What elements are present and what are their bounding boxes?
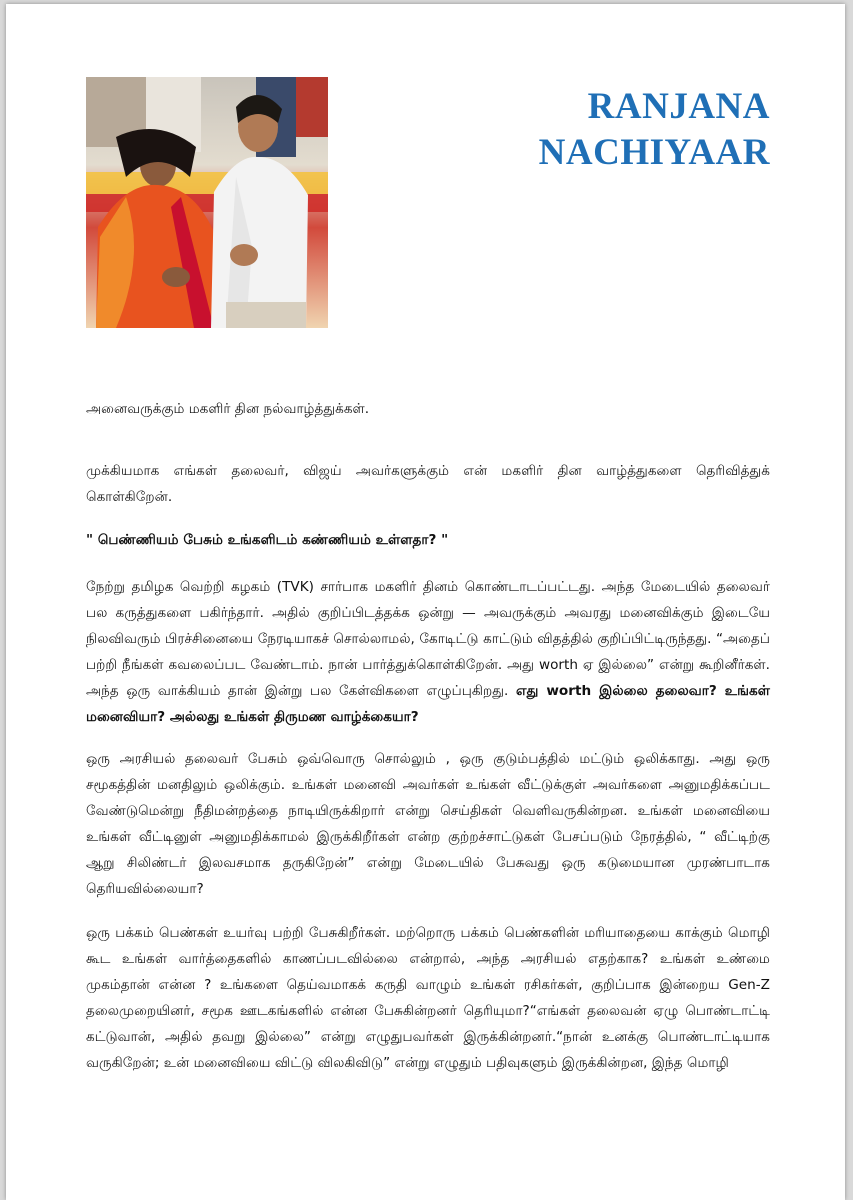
- greeting-line: அனைவருக்கும் மகளிர் தின நல்வாழ்த்துக்கள்.: [86, 401, 370, 417]
- author-name-line1: RANJANA: [587, 86, 770, 127]
- paragraph-event: [86, 574, 770, 730]
- paragraph-wishes: முக்கியமாக எங்கள் தலைவர், விஜய் அவர்களுக்கும் என் மகளிர் தின வாழ்த்துகளை தெரிவித்துக் கொள்கிறேன்.: [86, 463, 770, 505]
- author-name-line2: NACHIYAAR: [538, 132, 770, 173]
- author-name-heading: [539, 84, 770, 176]
- paragraph-event-question: எது worth இல்லை தலைவா? உங்கள் மனைவியா? அல்லது உங்கள் திருமண வாழ்க்கையா?: [86, 683, 770, 725]
- paragraph-leader-words: ஒரு அரசியல் தலைவர் பேசும் ஒவ்வொரு சொல்லும் , ஒரு குடும்பத்தில் மட்டும் ஒலிக்காது. அது ஒரு சமூகத்தின் மனதிலும் ஒலிக்கும். உங்கள் மனைவி அவர்கள் உங்கள் வீட்டுக்குள் அவர்களை அனுமதிக்கப்பட வேண்டுமென்று நீதிமன்றத்தை நாடியிருக்கிறார் என்று செய்திகள் வெளிவருகின்றன. உங்கள் மனைவியை உங்கள் வீட்டினுள் அனுமதிக்காமல் இருக்கிறீர்கள் என்ற குற்றச்சாட்டுகள் பேசப்படும் நேரத்தில், “ வீட்டிற்கு ஆறு சிலிண்டர் இலவசமாக தருகிறேன்” என்று மேடையில் பேசுவது ஒரு கடுமையான முரண்பாடாக தெரியவில்லையா?: [86, 751, 770, 897]
- letter-body: [86, 396, 770, 1094]
- photo-illustration: [86, 77, 328, 328]
- paragraph-event-text: நேற்று தமிழக வெற்றி கழகம் (TVK) சார்பாக மகளிர் தினம் கொண்டாடப்பட்டது. அந்த மேடையில் தலைவர் பல கருத்துகளை பகிர்ந்தார். அதில் குறிப்பிடத்தக்க ஒன்று — அவருக்கும் அவரது மனைவிக்கும் இடையே நிலவிவரும் பிரச்சினையை நேரடியாகச் சொல்லாமல், கோடிட்டு காட்டும் விதத்தில் குறிப்பிட்டிருந்தது. “அதைப் பற்றி நீங்கள் கவலைப்பட வேண்டாம். நான் பார்த்துக்கொள்கிறேன். அது worth ஏ இல்லை” என்று கூறினீர்கள். அந்த ஒரு வாக்கியம் தான் இன்று பல கேள்விகளை எழுப்புகிறது.: [86, 579, 770, 699]
- document-page: [6, 4, 845, 1200]
- header-photo: [86, 77, 328, 328]
- paragraph-respect: ஒரு பக்கம் பெண்கள் உயர்வு பற்றி பேசுகிறீர்கள். மற்றொரு பக்கம் பெண்களின் மரியாதையை காக்கும் மொழி கூட உங்கள் வார்த்தைகளில் காணப்படவில்லை என்றால், அந்த அரசியல் எதற்காக? உங்கள் உண்மை முகம்தான் என்ன ? உங்களை தெய்வமாகக் கருதி வாழும் உங்கள் ரசிகர்கள், குறிப்பாக இன்றைய Gen-Z தலைமுறையினர், சமூக ஊடகங்களில் என்ன பேசுகின்றனர் தெரியுமா?“எங்கள் தலைவன் ஏழு பொண்டாட்டி கட்டுவான், அதில் தவறு இல்லை” என்று எழுதுபவர்கள் இருக்கின்றனர்.“நான் உனக்கு பொண்டாட்டியாக வருகிறேன்; உன் மனைவியை விட்டு விலகிவிடு” என்று எழுதும் பதிவுகளும் இருக்கின்றன, இந்த மொழி: [86, 925, 770, 1071]
- quote-heading: " பெண்ணியம் பேசும் உங்களிடம் கண்ணியம் உள்ளதா? ": [86, 532, 449, 548]
